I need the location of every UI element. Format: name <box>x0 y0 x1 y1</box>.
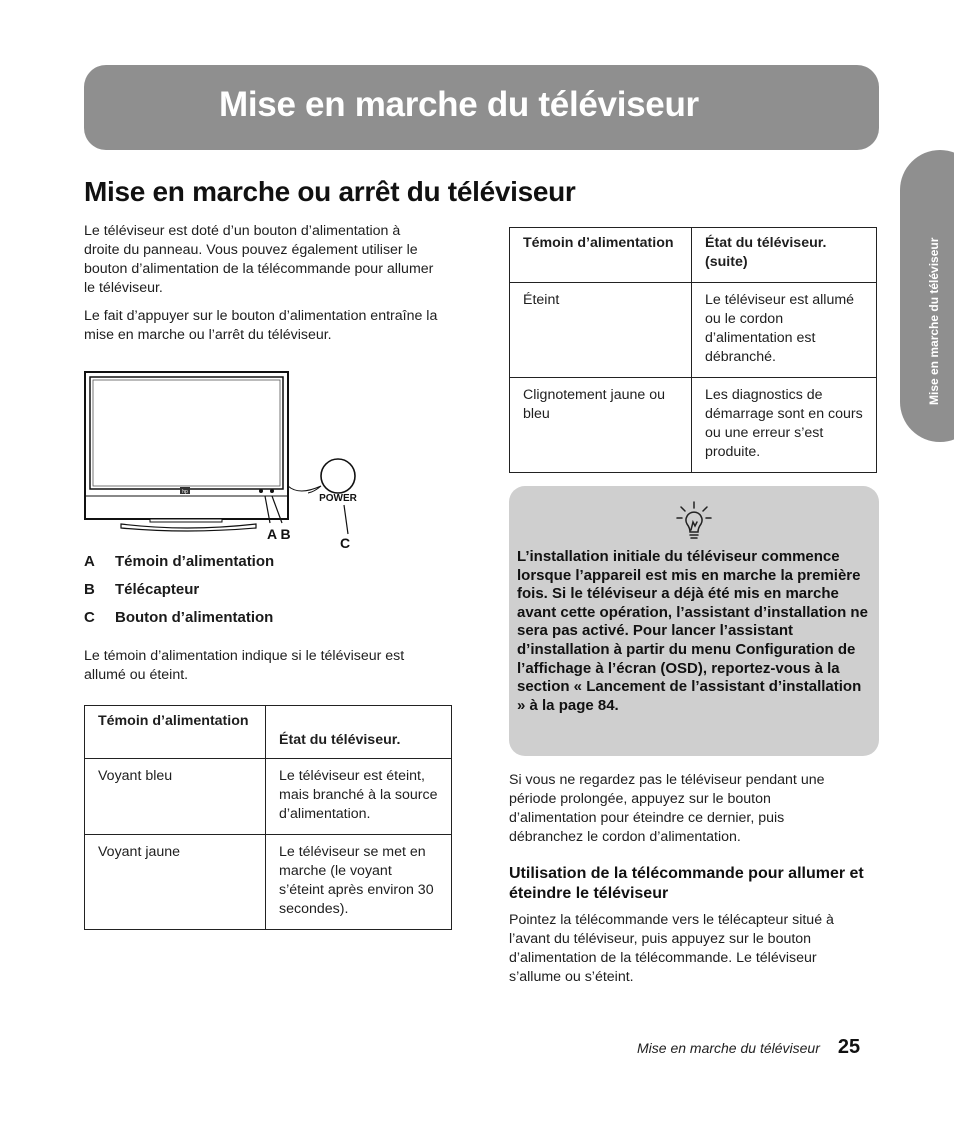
legend-key: C <box>84 609 95 626</box>
table-cell: Le téléviseur est allumé ou le cordon d’alimentation est débranché. <box>705 292 855 365</box>
remote-sensor <box>270 489 274 493</box>
table-header-cell: Témoin d’alimentation <box>98 713 249 729</box>
intro-paragraph-2: Le fait d’appuyer sur le bouton d’alimentation entraîne la mise en marche ou l’arrêt du téléviseur. <box>84 308 438 343</box>
tv-illustration <box>84 370 384 550</box>
table-header-cell: Témoin d’alimentation <box>523 235 674 251</box>
power-led <box>259 489 263 493</box>
table-cell: Le téléviseur se met en marche (le voyant s’éteint après environ 30 secondes). <box>279 844 434 917</box>
page-footer <box>637 1036 860 1059</box>
indicator-paragraph: Le témoin d’alimentation indique si le téléviseur est allumé ou éteint. <box>84 648 405 683</box>
legend-text: Témoin d’alimentation <box>115 553 275 570</box>
table-header-cell: État du téléviseur. (suite) <box>705 235 827 270</box>
side-tab-label: Mise en marche du téléviseur <box>927 237 941 405</box>
section-title: Mise en marche ou arrêt du téléviseur <box>84 176 576 207</box>
legend-text: Bouton d’alimentation <box>115 609 274 626</box>
tv-screen <box>90 377 283 489</box>
table-row <box>510 378 877 473</box>
note-box <box>509 486 879 756</box>
right-paragraph: Si vous ne regardez pas le téléviseur pendant une période prolongée, appuyez sur le bouton d’alimentation pour éteindre ce dernier, puis débranchez le cordon d’alimentation. <box>509 772 825 845</box>
note-text: L’installation initiale du téléviseur commence lorsque l’appareil est mis en marche la première fois. Si le téléviseur a déjà été mis en marche avant cette opération, l’assistant d’installation ne sera pas activé. Pour lancer l’assistant d’installation à partir du menu Configuration de l’affichage à l’écran (OSD), reportez-vous à la section « Lancement de l’assistant d’installation » à la page 84. <box>517 548 868 714</box>
status-table-left <box>84 705 452 930</box>
chapter-title: Mise en marche du téléviseur <box>219 85 699 124</box>
legend-item <box>84 609 274 637</box>
table-header-row <box>510 228 877 283</box>
footer-text: Mise en marche du téléviseur <box>637 1040 820 1056</box>
page-number: 25 <box>837 1036 861 1058</box>
figure-legend <box>84 553 274 637</box>
table-cell: Éteint <box>523 292 560 308</box>
subsection-title: Utilisation de la télécommande pour allumer et éteindre le téléviseur <box>509 865 864 902</box>
legend-text: Télécapteur <box>115 581 200 598</box>
power-label: POWER <box>319 493 357 504</box>
tv-stand <box>121 524 256 531</box>
table-cell: Les diagnostics de démarrage sont en cours ou une erreur s’est produite. <box>705 387 863 460</box>
hp-logo-text: hp <box>182 489 188 495</box>
table-cell: Clignotement jaune ou bleu <box>523 387 665 422</box>
table-row <box>85 759 452 835</box>
chapter-banner <box>84 65 879 150</box>
table-header-cell: État du téléviseur. <box>279 732 401 748</box>
table-cell: Voyant jaune <box>98 844 181 860</box>
label-ab: A B <box>267 526 291 542</box>
side-tab <box>900 150 954 442</box>
legend-item <box>84 581 274 609</box>
table-row <box>85 835 452 930</box>
legend-key: B <box>84 581 95 598</box>
status-table-right <box>509 227 877 473</box>
lightbulb-icon <box>674 500 714 544</box>
subsection-paragraph: Pointez la télécommande vers le télécapteur situé à l’avant du téléviseur, puis appuyez sur le bouton d’alimentation de la télécommande. Le téléviseur s’allume ou s’éteint. <box>509 912 834 985</box>
intro-paragraph-1: Le téléviseur est doté d’un bouton d’alimentation à droite du panneau. Vous pouvez également utiliser le bouton d’alimentation de la télécommande pour allumer le téléviseur. <box>84 223 434 296</box>
table-row <box>510 283 877 378</box>
label-c: C <box>340 535 351 550</box>
table-cell: Voyant bleu <box>98 768 173 784</box>
power-button-callout <box>321 459 355 493</box>
legend-key: A <box>84 553 95 570</box>
table-header-row <box>85 706 452 759</box>
legend-item <box>84 553 274 581</box>
table-cell: Le téléviseur est éteint, mais branché à la source d’alimentation. <box>279 768 438 822</box>
